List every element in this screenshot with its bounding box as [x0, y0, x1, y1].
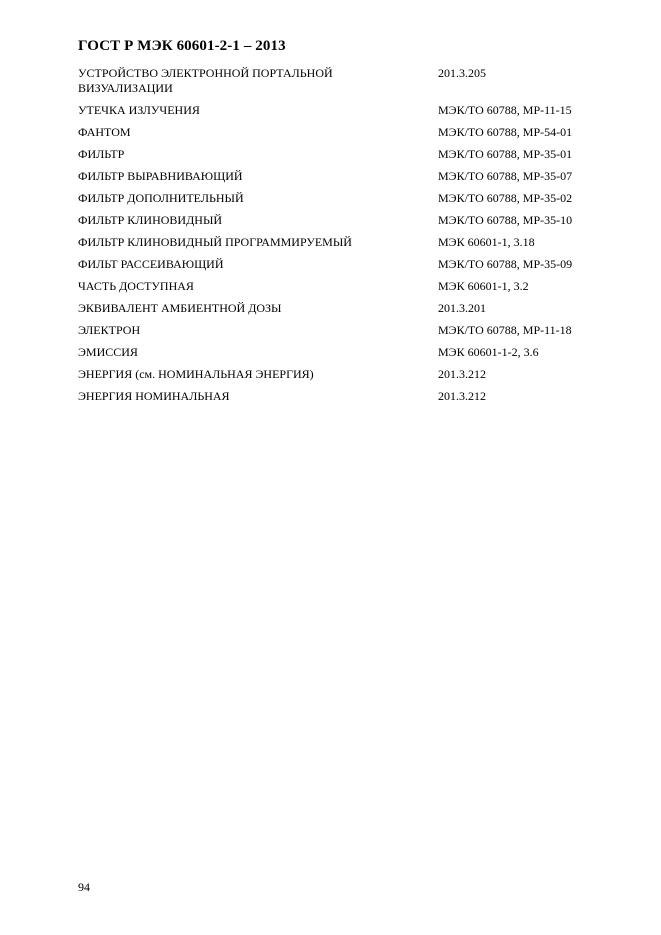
index-reference: МЭК/ТО 60788, МР-11-18 — [438, 323, 572, 337]
index-row — [78, 301, 598, 316]
index-row — [78, 323, 598, 338]
index-reference: 201.3.212 — [438, 389, 486, 403]
document-header: ГОСТ Р МЭК 60601-2-1 – 2013 — [78, 38, 286, 54]
index-term: ЧАСТЬ ДОСТУПНАЯ — [78, 279, 194, 293]
index-reference: МЭК/ТО 60788, МР-35-10 — [438, 213, 573, 227]
index-row — [78, 235, 598, 250]
index-term: ФИЛЬТР КЛИНОВИДНЫЙ ПРОГРАММИРУЕМЫЙ — [78, 235, 352, 249]
index-reference: МЭК 60601-1, 3.18 — [438, 235, 535, 249]
index-term: ЭМИССИЯ — [78, 345, 138, 359]
index-row — [78, 389, 598, 404]
term-index — [78, 66, 598, 411]
index-row — [78, 191, 598, 206]
index-term: ЭЛЕКТРОН — [78, 323, 141, 337]
index-row — [78, 169, 598, 184]
index-reference: 201.3.201 — [438, 301, 486, 315]
index-reference: МЭК/ТО 60788, МР-35-01 — [438, 147, 573, 161]
index-row — [78, 147, 598, 162]
index-row — [78, 367, 598, 382]
index-reference: МЭК/ТО 60788, МР-11-15 — [438, 103, 572, 117]
index-reference: 201.3.212 — [438, 367, 486, 381]
index-reference: МЭК 60601-1-2, 3.6 — [438, 345, 539, 359]
index-term: ФАНТОМ — [78, 125, 131, 139]
index-term: ЭНЕРГИЯ НОМИНАЛЬНАЯ — [78, 389, 230, 403]
index-reference: МЭК/ТО 60788, МР-54-01 — [438, 125, 573, 139]
index-row — [78, 125, 598, 140]
index-term: УСТРОЙСТВО ЭЛЕКТРОННОЙ ПОРТАЛЬНОЙ ВИЗУАЛИЗАЦИИ — [78, 66, 333, 95]
index-reference: МЭК/ТО 60788, МР-35-09 — [438, 257, 573, 271]
index-row — [78, 279, 598, 294]
index-row — [78, 345, 598, 360]
index-term: ФИЛЬТР КЛИНОВИДНЫЙ — [78, 213, 223, 227]
index-term: ЭНЕРГИЯ (см. НОМИНАЛЬНАЯ ЭНЕРГИЯ) — [78, 367, 314, 381]
index-term: УТЕЧКА ИЗЛУЧЕНИЯ — [78, 103, 200, 117]
index-term: ФИЛЬТР ВЫРАВНИВАЮЩИЙ — [78, 169, 243, 183]
page-number: 94 — [78, 880, 90, 894]
index-row — [78, 103, 598, 118]
index-reference: МЭК/ТО 60788, МР-35-07 — [438, 169, 573, 183]
index-reference: МЭК/ТО 60788, МР-35-02 — [438, 191, 573, 205]
index-row — [78, 213, 598, 228]
index-term: ФИЛЬТ РАССЕИВАЮЩИЙ — [78, 257, 224, 271]
index-term: ФИЛЬТР — [78, 147, 125, 161]
index-reference: 201.3.205 — [438, 66, 486, 80]
index-row — [78, 257, 598, 272]
index-row — [78, 66, 598, 96]
index-term: ФИЛЬТР ДОПОЛНИТЕЛЬНЫЙ — [78, 191, 244, 205]
index-reference: МЭК 60601-1, 3.2 — [438, 279, 529, 293]
index-term: ЭКВИВАЛЕНТ АМБИЕНТНОЙ ДОЗЫ — [78, 301, 282, 315]
